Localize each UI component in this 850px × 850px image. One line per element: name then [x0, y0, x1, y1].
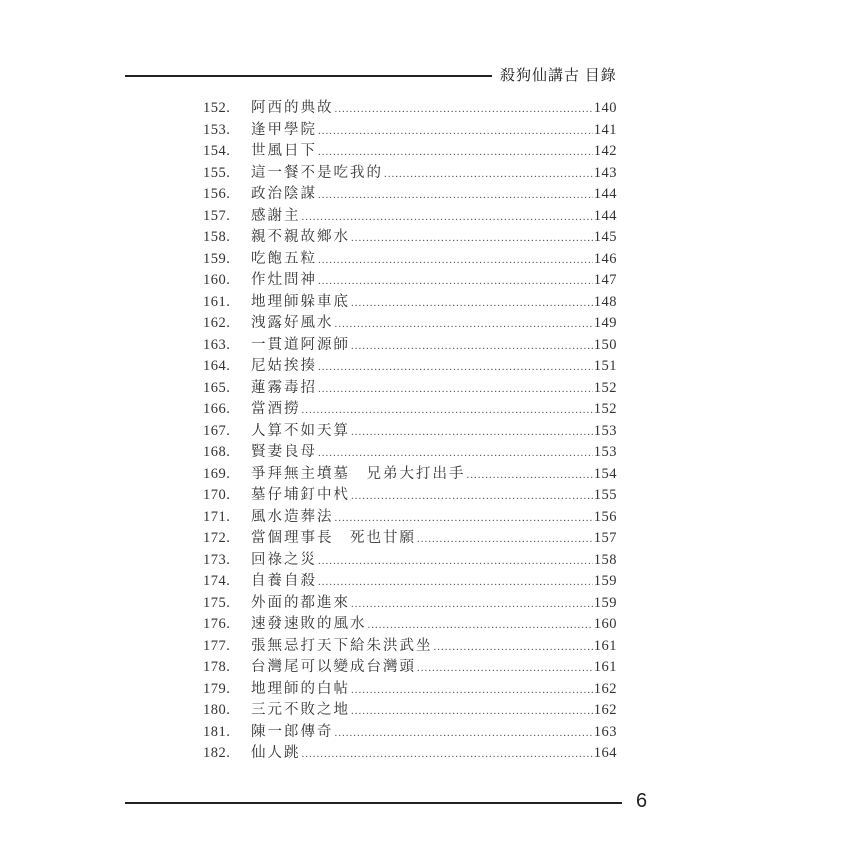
toc-entry	[203, 569, 617, 591]
toc-entry	[203, 96, 617, 118]
entry-number: 174.	[203, 573, 231, 589]
entry-number: 176.	[203, 616, 231, 632]
dot-leader	[351, 684, 593, 696]
dot-leader	[335, 512, 593, 524]
entry-title: 這一餐不是吃我的	[251, 164, 383, 181]
entry-title: 作灶問神	[251, 272, 317, 288]
page-number: 6	[636, 790, 648, 812]
dot-leader	[351, 340, 593, 352]
toc-entry	[203, 634, 617, 656]
entry-title: 阿西的典故	[251, 100, 334, 116]
entry-number: 181.	[203, 723, 231, 740]
entry-title: 台灣尾可以變成台灣頭	[251, 659, 416, 675]
entry-number: 152.	[203, 100, 231, 116]
entry-number: 162.	[203, 315, 231, 331]
entry-number: 173.	[203, 551, 231, 568]
toc-entry	[203, 376, 617, 398]
dot-leader	[434, 641, 593, 653]
entry-title: 洩露好風水	[251, 315, 334, 331]
entry-title: 地理師的白帖	[251, 680, 350, 697]
dot-leader	[318, 361, 593, 373]
toc-entry	[203, 118, 617, 140]
running-header-title: 殺狗仙講古 目錄	[500, 68, 617, 84]
dot-leader	[302, 211, 593, 223]
toc-entry	[203, 655, 617, 677]
entry-title: 外面的都進來	[251, 594, 350, 611]
entry-title: 張無忌打天下給朱洪武坐	[251, 637, 433, 654]
dot-leader	[467, 469, 593, 481]
entry-number: 164.	[203, 358, 231, 374]
entry-title: 感謝主	[251, 207, 301, 224]
toc-entry	[203, 741, 617, 763]
entry-number: 179.	[203, 680, 231, 697]
entry-title: 政治陰謀	[251, 186, 317, 202]
toc-entry	[203, 139, 617, 161]
dot-leader	[335, 727, 593, 739]
dot-leader	[351, 232, 593, 244]
entry-page: 152	[593, 401, 617, 417]
entry-page: 149	[593, 315, 617, 331]
toc-entry	[203, 182, 617, 204]
dot-leader	[318, 447, 593, 459]
entry-title: 自養自殺	[251, 573, 317, 589]
toc-entry	[203, 612, 617, 634]
entry-page: 158	[593, 551, 617, 568]
entry-page: 159	[593, 573, 617, 589]
entry-page: 155	[593, 487, 617, 503]
entry-number: 153.	[203, 121, 231, 138]
entry-title: 當酒撈	[251, 401, 301, 417]
dot-leader	[318, 254, 593, 266]
dot-leader	[417, 533, 593, 545]
entry-number: 165.	[203, 379, 231, 396]
entry-page: 154	[593, 465, 617, 482]
entry-page: 140	[593, 100, 617, 116]
dot-leader	[351, 426, 593, 438]
toc-entry	[203, 268, 617, 290]
entry-number: 182.	[203, 745, 231, 761]
entry-number: 175.	[203, 594, 231, 611]
dot-leader	[417, 662, 593, 674]
dot-leader	[351, 705, 593, 717]
toc-entry	[203, 505, 617, 527]
dot-leader	[318, 125, 593, 137]
entry-title: 賢妻良母	[251, 444, 317, 460]
entry-number: 161.	[203, 293, 231, 310]
entry-page: 160	[593, 616, 617, 632]
entry-number: 157.	[203, 207, 231, 224]
entry-page: 153	[593, 444, 617, 460]
dot-leader	[302, 748, 593, 760]
toc-entry	[203, 354, 617, 376]
toc-entry	[203, 225, 617, 247]
entry-number: 159.	[203, 250, 231, 267]
toc-entry	[203, 677, 617, 699]
dot-leader	[318, 383, 593, 395]
entry-title: 墓仔埔釘中杙	[251, 487, 350, 503]
toc-entry	[203, 526, 617, 548]
entry-page: 159	[593, 594, 617, 611]
entry-title: 親不親故鄉水	[251, 229, 350, 245]
entry-number: 169.	[203, 465, 231, 482]
entry-title: 一貫道阿源師	[251, 336, 350, 353]
entry-number: 180.	[203, 702, 231, 718]
toc-entry	[203, 161, 617, 183]
entry-number: 171.	[203, 508, 231, 525]
entry-number: 156.	[203, 186, 231, 202]
entry-title: 蓮霧毒招	[251, 379, 317, 396]
entry-page: 156	[593, 508, 617, 525]
toc-entry	[203, 333, 617, 355]
footer-rule	[125, 802, 622, 804]
entry-page: 143	[593, 164, 617, 181]
entry-number: 170.	[203, 487, 231, 503]
toc-entry	[203, 247, 617, 269]
entry-number: 158.	[203, 229, 231, 245]
toc-entry	[203, 290, 617, 312]
dot-leader	[318, 576, 593, 588]
entry-page: 164	[593, 745, 617, 761]
entry-title: 尼姑挨揍	[251, 358, 317, 374]
entry-title: 風水造葬法	[251, 508, 334, 525]
entry-number: 154.	[203, 143, 231, 159]
entry-number: 163.	[203, 336, 231, 353]
dot-leader	[351, 490, 593, 502]
toc-entry	[203, 311, 617, 333]
entry-page: 152	[593, 379, 617, 396]
header-rule	[125, 75, 492, 77]
entry-number: 167.	[203, 422, 231, 439]
entry-number: 178.	[203, 659, 231, 675]
toc-entry	[203, 698, 617, 720]
toc-entry	[203, 591, 617, 613]
entry-page: 161	[593, 637, 617, 654]
toc-entry	[203, 419, 617, 441]
dot-leader	[351, 598, 593, 610]
entry-title: 陳一郎傳奇	[251, 723, 334, 740]
entry-page: 147	[593, 272, 617, 288]
entry-page: 150	[593, 336, 617, 353]
toc-entry	[203, 440, 617, 462]
entry-title: 人算不如天算	[251, 422, 350, 439]
entry-page: 144	[593, 207, 617, 224]
dot-leader	[335, 318, 593, 330]
entry-title: 當個理事長 死也甘願	[251, 530, 416, 546]
toc-entry	[203, 204, 617, 226]
entry-number: 155.	[203, 164, 231, 181]
entry-page: 145	[593, 229, 617, 245]
dot-leader	[318, 146, 593, 158]
entry-title: 速發速敗的風水	[251, 616, 367, 632]
dot-leader	[302, 404, 593, 416]
toc-entry	[203, 462, 617, 484]
toc-entry	[203, 720, 617, 742]
entry-page: 161	[593, 659, 617, 675]
dot-leader	[335, 103, 593, 115]
entry-number: 168.	[203, 444, 231, 460]
entry-title: 爭拜無主墳墓 兄弟大打出手	[251, 465, 466, 482]
dot-leader	[318, 275, 593, 287]
entry-page: 157	[593, 530, 617, 546]
dot-leader	[368, 619, 593, 631]
toc-entry	[203, 548, 617, 570]
entry-page: 153	[593, 422, 617, 439]
entry-page: 151	[593, 358, 617, 374]
toc-entry	[203, 483, 617, 505]
entry-title: 地理師躲車底	[251, 293, 350, 310]
entry-title: 三元不敗之地	[251, 702, 350, 718]
dot-leader	[318, 189, 593, 201]
entry-title: 吃飽五粒	[251, 250, 317, 267]
entry-number: 177.	[203, 637, 231, 654]
entry-page: 144	[593, 186, 617, 202]
table-of-contents	[203, 96, 617, 763]
entry-page: 146	[593, 250, 617, 267]
entry-number: 172.	[203, 530, 231, 546]
entry-title: 回祿之災	[251, 551, 317, 568]
dot-leader	[318, 555, 593, 567]
entry-title: 逢甲學院	[251, 121, 317, 138]
entry-page: 142	[593, 143, 617, 159]
entry-page: 162	[593, 702, 617, 718]
entry-page: 148	[593, 293, 617, 310]
entry-number: 160.	[203, 272, 231, 288]
entry-number: 166.	[203, 401, 231, 417]
entry-title: 世風日下	[251, 143, 317, 159]
entry-page: 141	[593, 121, 617, 138]
toc-entry	[203, 397, 617, 419]
entry-page: 163	[593, 723, 617, 740]
entry-title: 仙人跳	[251, 745, 301, 761]
dot-leader	[384, 168, 593, 180]
dot-leader	[351, 297, 593, 309]
entry-page: 162	[593, 680, 617, 697]
